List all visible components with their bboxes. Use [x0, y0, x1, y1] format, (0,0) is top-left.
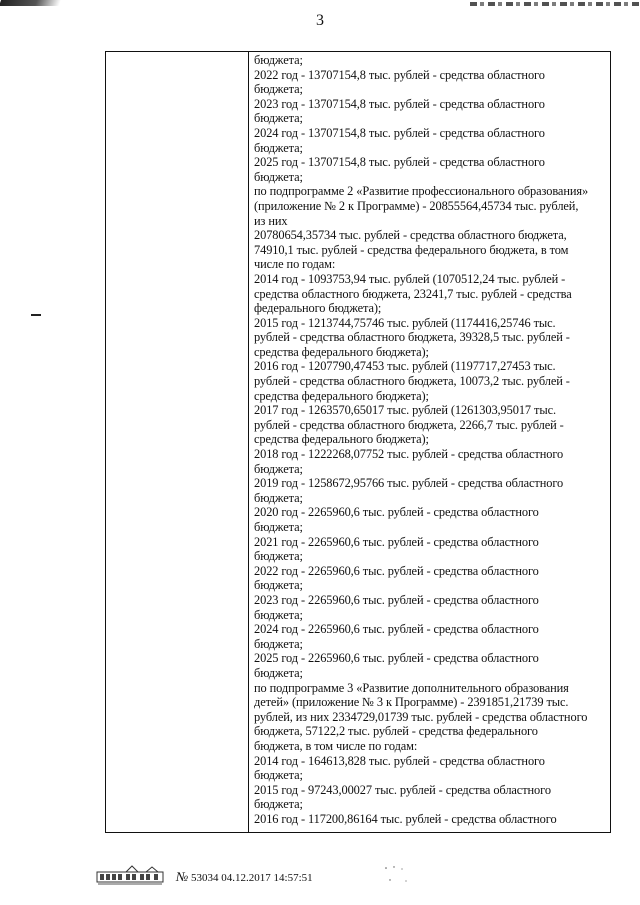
- text-line: рублей, из них 2334729,01739 тыс. рублей - средства областного: [254, 709, 588, 724]
- text-line: по подпрограмме 2 «Развитие профессионального образования»: [254, 184, 589, 199]
- text-line: 2023 год - 2265960,6 тыс. рублей - средства областного: [254, 592, 539, 607]
- text-line: 2015 год - 97243,00027 тыс. рублей - средства областного: [254, 782, 551, 797]
- text-line: бюджета;: [254, 140, 303, 155]
- text-line: детей» (приложение № 3 к Программе) - 2391851,21739 тыс.: [254, 695, 569, 710]
- text-line: 2014 год - 164613,828 тыс. рублей - средства областного: [254, 753, 545, 768]
- text-line: 2014 год - 1093753,94 тыс. рублей (1070512,24 тыс. рублей -: [254, 271, 566, 286]
- text-line: бюджета;: [254, 169, 303, 184]
- text-line: из них: [254, 213, 288, 228]
- text-line: бюджета;: [254, 490, 303, 505]
- text-line: 2015 год - 1213744,75746 тыс. рублей (1174416,25746 тыс.: [254, 315, 556, 330]
- table-left-cell: [106, 52, 249, 832]
- registration-datetime: 04.12.2017 14:57:51: [221, 872, 313, 884]
- number-sign: №: [176, 869, 189, 884]
- text-line: 2021 год - 2265960,6 тыс. рублей - средства областного: [254, 534, 539, 549]
- text-line: бюджета;: [254, 549, 303, 564]
- text-line: 2016 год - 117200,86164 тыс. рублей - средства областного: [254, 811, 557, 826]
- text-line: 2020 год - 2265960,6 тыс. рублей - средства областного: [254, 505, 539, 520]
- scan-artifact-left: [0, 0, 61, 6]
- scan-artifact-right: [470, 2, 640, 6]
- text-line: 2022 год - 13707154,8 тыс. рублей - средства областного: [254, 67, 545, 82]
- text-line: бюджета, 57122,2 тыс. рублей - средства федерального: [254, 724, 538, 739]
- text-line: рублей - средства областного бюджета, 2266,7 тыс. рублей -: [254, 417, 564, 432]
- page-number: 3: [316, 12, 324, 29]
- text-line: средства федерального бюджета);: [254, 432, 429, 447]
- document-system-logo-icon: [96, 864, 166, 886]
- text-line: бюджета;: [254, 797, 303, 812]
- text-line: бюджета;: [254, 665, 303, 680]
- text-line: бюджета;: [254, 636, 303, 651]
- text-line: (приложение № 2 к Программе) - 20855564,45734 тыс. рублей,: [254, 198, 579, 213]
- text-line: рублей - средства областного бюджета, 10073,2 тыс. рублей -: [254, 374, 570, 389]
- text-line: бюджета, в том числе по годам:: [254, 738, 418, 753]
- budget-table: [105, 51, 611, 833]
- document-footer: [96, 864, 336, 888]
- text-line: бюджета;: [254, 53, 303, 67]
- text-line: 2016 год - 1207790,47453 тыс. рублей (1197717,27453 тыс.: [254, 359, 556, 374]
- text-line: рублей - средства областного бюджета, 39328,5 тыс. рублей -: [254, 330, 570, 345]
- text-line: числе по годам:: [254, 257, 336, 272]
- text-line: 20780654,35734 тыс. рублей - средства областного бюджета,: [254, 228, 567, 243]
- registration-stamp: [176, 869, 313, 885]
- text-line: бюджета;: [254, 520, 303, 534]
- table-text-cell: [254, 52, 608, 826]
- text-line: 2018 год - 1222268,07752 тыс. рублей - средства областного: [254, 447, 564, 462]
- text-line: 74910,1 тыс. рублей - средства федерального бюджета, в том: [254, 242, 569, 257]
- text-line: бюджета;: [254, 607, 303, 622]
- text-line: средства федерального бюджета);: [254, 388, 429, 403]
- text-line: 2019 год - 1258672,95766 тыс. рублей - средства областного: [254, 476, 564, 491]
- text-line: 2025 год - 2265960,6 тыс. рублей - средства областного: [254, 651, 539, 666]
- text-line: 2024 год - 2265960,6 тыс. рублей - средства областного: [254, 622, 539, 637]
- text-line: бюджета;: [254, 461, 303, 476]
- document-number: 53034: [191, 872, 219, 884]
- text-line: 2024 год - 13707154,8 тыс. рублей - средства областного: [254, 125, 545, 140]
- text-line: бюджета;: [254, 111, 303, 126]
- text-line: бюджета;: [254, 578, 303, 593]
- text-line: 2022 год - 2265960,6 тыс. рублей - средства областного: [254, 563, 539, 578]
- text-line: 2025 год - 13707154,8 тыс. рублей - средства областного: [254, 155, 545, 170]
- text-line: по подпрограмме 3 «Развитие дополнительного образования: [254, 680, 569, 695]
- text-line: 2017 год - 1263570,65017 тыс. рублей (1261303,95017 тыс.: [254, 403, 556, 418]
- margin-mark: [31, 314, 41, 316]
- text-line: средства областного бюджета, 23241,7 тыс. рублей - средства: [254, 286, 572, 301]
- scan-noise: [380, 862, 420, 886]
- text-line: средства федерального бюджета);: [254, 344, 429, 359]
- text-line: федерального бюджета);: [254, 301, 382, 316]
- text-line: бюджета;: [254, 768, 303, 783]
- text-line: 2023 год - 13707154,8 тыс. рублей - средства областного: [254, 96, 545, 111]
- text-line: бюджета;: [254, 82, 303, 97]
